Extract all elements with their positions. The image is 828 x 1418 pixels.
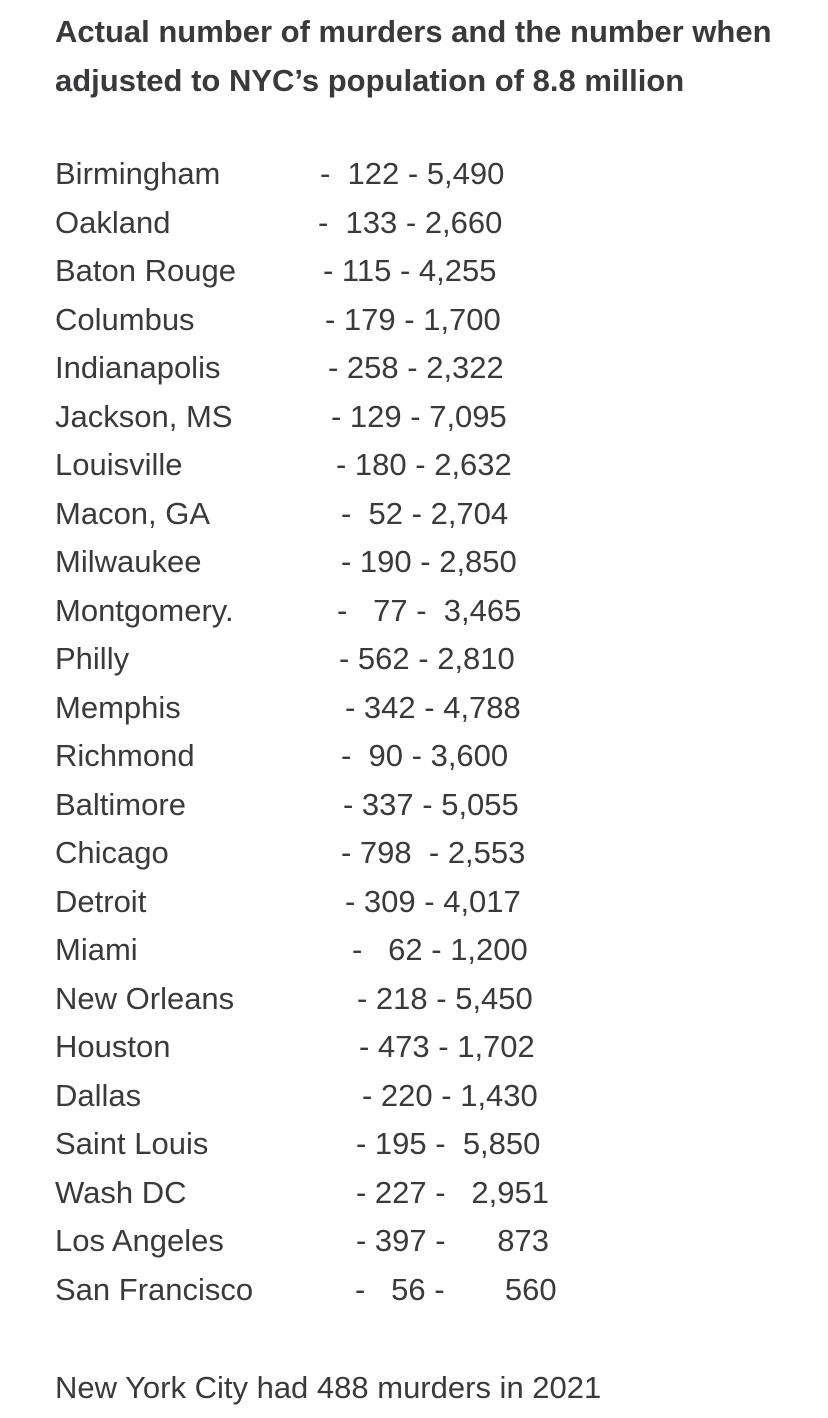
murder-values: - 52 - 2,704 [341, 495, 509, 531]
city-name: Louisville [55, 447, 183, 482]
city-name: Memphis [55, 689, 181, 725]
murder-values: - 62 - 1,200 [352, 932, 528, 967]
city-name: Montgomery. [55, 592, 234, 628]
city-name: New Orleans [55, 980, 235, 1016]
list-item [55, 441, 815, 490]
murder-values: - 220 - 1,430 [362, 1077, 538, 1113]
murder-values: - 258 - 2,322 [328, 350, 504, 385]
murder-values: - 195 - 5,850 [356, 1126, 541, 1161]
city-name: Dallas [55, 1077, 142, 1113]
murder-values: - 129 - 7,095 [331, 398, 507, 434]
city-name: Birmingham [55, 156, 221, 191]
murder-values: - 90 - 3,600 [341, 738, 509, 773]
murder-values: - 562 - 2,810 [339, 641, 515, 676]
list-item [55, 1120, 815, 1169]
list-item [55, 926, 815, 975]
list-item [55, 1072, 815, 1121]
list-item [55, 1266, 815, 1315]
murder-values: - 218 - 5,450 [357, 980, 533, 1016]
city-name: Oakland [55, 204, 171, 240]
list-item [55, 1169, 815, 1218]
list-item [55, 393, 815, 442]
murder-stats-list [55, 150, 815, 1314]
list-item [55, 732, 815, 781]
note-title: Actual number of murders and the number when adjusted to NYC’s population of 8.8 million [55, 14, 772, 98]
murder-values: - 77 - 3,465 [337, 592, 522, 628]
murder-values: - 337 - 5,055 [343, 786, 519, 822]
murder-values: - 133 - 2,660 [318, 204, 503, 240]
city-name: Houston [55, 1029, 171, 1064]
city-name: Milwaukee [55, 544, 202, 579]
city-name: Chicago [55, 835, 169, 870]
list-item [55, 829, 815, 878]
list-item [55, 781, 815, 830]
city-name: Richmond [55, 738, 195, 773]
list-item [55, 344, 815, 393]
list-item [55, 1023, 815, 1072]
city-name: Wash DC [55, 1174, 187, 1210]
murder-values: - 115 - 4,255 [323, 253, 497, 288]
footer-note: New York City had 488 murders in 2021 [55, 1370, 602, 1405]
murder-values: - 473 - 1,702 [359, 1029, 535, 1064]
city-name: Philly [55, 641, 130, 676]
list-item [55, 490, 815, 539]
murder-values: - 309 - 4,017 [345, 883, 521, 919]
city-name: Saint Louis [55, 1126, 209, 1161]
list-item [55, 150, 815, 199]
city-name: Jackson, MS [55, 398, 233, 434]
murder-values: - 180 - 2,632 [336, 447, 512, 482]
city-name: Miami [55, 932, 138, 967]
murder-values: - 56 - 560 [355, 1271, 557, 1307]
city-name: Columbus [55, 301, 195, 337]
murder-values: - 122 - 5,490 [320, 156, 505, 191]
list-item [55, 247, 815, 296]
murder-values: - 179 - 1,700 [325, 301, 501, 337]
city-name: Baton Rouge [55, 253, 236, 288]
list-item [55, 684, 815, 733]
list-item [55, 199, 815, 248]
city-name: Detroit [55, 883, 147, 919]
murder-values: - 397 - 873 [356, 1223, 549, 1258]
list-item [55, 635, 815, 684]
list-item [55, 538, 815, 587]
city-name: San Francisco [55, 1271, 254, 1307]
list-item [55, 878, 815, 927]
murder-values: - 190 - 2,850 [341, 544, 517, 579]
list-item [55, 587, 815, 636]
city-name: Indianapolis [55, 350, 221, 385]
murder-values: - 342 - 4,788 [345, 689, 521, 725]
murder-values: - 798 - 2,553 [341, 835, 526, 870]
city-name: Baltimore [55, 786, 186, 822]
list-item [55, 296, 815, 345]
list-item [55, 1217, 815, 1266]
city-name: Los Angeles [55, 1223, 224, 1258]
list-item [55, 975, 815, 1024]
city-name: Macon, GA [55, 495, 211, 531]
murder-values: - 227 - 2,951 [356, 1174, 550, 1210]
